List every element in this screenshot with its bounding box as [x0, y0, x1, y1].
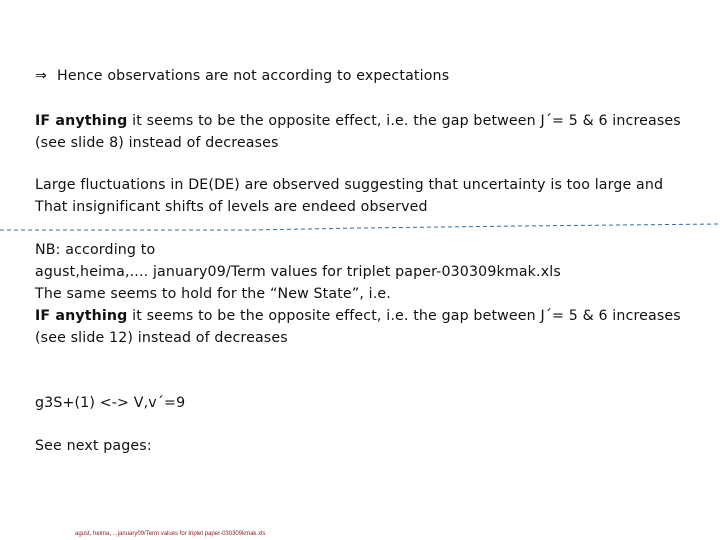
dashed-separator — [0, 222, 720, 234]
nb-line1: NB: according to — [35, 242, 156, 258]
para2-line1: Large fluctuations in DE(DE) are observed suggesting that uncertainty is too large and — [35, 177, 664, 193]
para1-rest-text: it seems to be the opposite effect, i.e. the gap between J´= 5 & 6 increases — [127, 113, 681, 129]
footer-file-link[interactable]: agust, heima, ...january09/Term values for triplet paper-030309kmak.xls — [75, 531, 266, 537]
observation-line — [35, 66, 449, 86]
nb-line5: (see slide 12) instead of decreases — [35, 330, 288, 346]
para1-line2: (see slide 8) instead of decreases — [35, 135, 279, 151]
see-next-line: See next pages: — [35, 438, 152, 454]
transition-line: g3S+(1) <-> V,v´=9 — [35, 395, 186, 411]
observation-text: Hence observations are not according to expectations — [57, 68, 450, 84]
nb-line3: The same seems to hold for the “New State”, i.e. — [35, 286, 391, 302]
nb-rest-text: it seems to be the opposite effect, i.e. the gap between J´= 5 & 6 increases — [127, 308, 681, 324]
para1-line1 — [35, 111, 681, 131]
para1-bold-text: IF anything — [35, 113, 128, 129]
nb-line4 — [35, 306, 681, 326]
implies-arrow-icon: ⇒ — [35, 68, 47, 84]
nb-line2: agust,heima,.... january09/Term values for triplet paper-030309kmak.xls — [35, 264, 561, 280]
para2-line2: That insignificant shifts of levels are endeed observed — [35, 199, 428, 215]
nb-bold-text: IF anything — [35, 308, 128, 324]
